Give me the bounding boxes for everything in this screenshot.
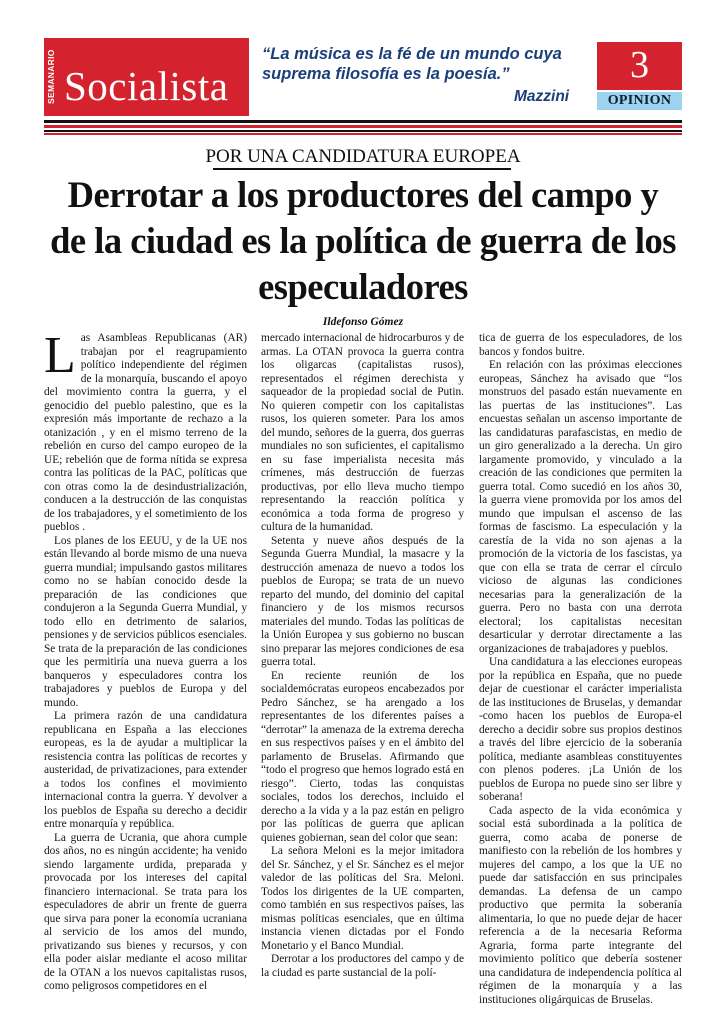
section-label: OPINION — [607, 93, 672, 108]
article-headline: Derrotar a los productores del campo y de la ciudad es la política de guerra de los especuladores — [50, 174, 676, 307]
article-paragraph: tica de guerra de los especuladores, de los bancos y fondos buitre. — [479, 332, 682, 358]
masthead — [0, 0, 724, 138]
drop-cap: L — [44, 327, 76, 384]
paragraph-text: as Asambleas Republicanas (AR) trabajan por el reagrupamiento político independiente del régimen de la monarquía, buscando el apoyo del movimiento contra la guerra, y el genocidio del pueblo palestino, que es la expresión más importante de rechazo a la otanización , y en el mismo terreno de la rebelión en curso del campo europeo de la UE; rebelión que de forma nítida se expresa contra las políticas de la PAC, políticas que con otras como la de desindustrialización, conducen a la destrucción de las conquistas de los trabajadores, y el sometimiento de los pueblos . — [44, 332, 247, 533]
article-paragraph: Derrotar a los productores del campo y de la ciudad es parte sustancial de la polí- — [261, 953, 464, 979]
article-paragraph: Una candidatura a las elecciones europeas por la república en España, que no puede dejar de cuestionar el carácter imperialista de las instituciones de Bruselas, y demandar -como hacen los pueblos de Europa-el derecho a decidir sobre sus propios destinos a través del libre ejercicio de la soberanía política, mediante asambleas constituyentes con plenos poderes. ¡La Unión de los pueblos de Europa no puede sino ser libre y soberana! — [479, 656, 682, 803]
article-byline: Ildefonso Gómez — [322, 316, 404, 328]
article-paragraph: En relación con las próximas elecciones europeas, Sánchez ha avisado que “los monstruos del pasado están nuevamente en las puertas de las instituciones”. Las encuestas señalan un ascenso importante de las candidaturas parafascistas, en medio de un giro generalizado a la derecha. Un giro largamente promovido, y vinculado a la creación de las condiciones que permiten la guerra total. Como sucedió en los años 30, la guerra viene promovida por los amos del mundo que impulsan el ascenso de las formas de fascismo. La especulación y la carestía de la vida no son ajenas a la promoción de la victoria de los fascistas, ya que con ella se trata de cerrar el círculo vicioso de algunas las condiciones necesarias para la generalización de la guerra. Pero no basta con una derrota electoral; los capitalistas necesitan desarticular y derrotar directamente a las organizaciones de trabajadores y pueblos. — [479, 359, 682, 655]
article-column-2 — [261, 332, 464, 988]
article-paragraph: Setenta y nueve años después de la Segunda Guerra Mundial, la masacre y la destrucción amenaza de nuevo a todos los pueblos de Europa; se trata de un nuevo reparto del mundo, del dominio del capital financiero y de los mismos recursos materiales del mundo. Todas las políticas de la Unión Europea y sus gobierno no buscan sino preparar las mejores condiciones de esa guerra total. — [261, 534, 464, 668]
kicker-underline — [213, 168, 511, 170]
masthead-divider — [44, 130, 682, 132]
masthead-divider — [44, 133, 682, 135]
page-number: 3 — [630, 44, 649, 86]
publication-name: Socialista — [64, 63, 229, 109]
article-paragraph: La señora Meloni es la mejor imitadora del Sr. Sánchez, y el Sr. Sánchez es el mejor valedor de las políticas del Sra. Meloni. Todos los dirigentes de la UE comparten, como también en sus respectivos países, las mismas políticas esenciales, que en última instancia vienen dictadas por el Fondo Monetario y el Banco Mundial. — [261, 845, 464, 952]
masthead-divider — [44, 125, 682, 128]
article-column-3 — [479, 332, 682, 1006]
quote-author: Mazzini — [514, 88, 570, 105]
masthead-quote: “La música es la fé de un mundo cuya suprema filosofía es la poesía.” — [262, 45, 562, 83]
article-paragraph: Los planes de los EEUU, y de la UE nos están llevando al borde mismo de una nueva guerra mundial; impulsando gastos militares como no se habían conocido desde la preparación de las condiciones que condujeron a la Segunda Guerra Mundial, y todo ello en detrimento de salarios, pensiones y de servicios públicos esenciales. Se trata de la preparación de las condiciones que les permitiría una nueva guerra a los banqueros y especuladores contra los trabajadores y pueblos de Europa y del mundo. — [44, 534, 247, 709]
masthead-divider — [44, 120, 682, 123]
article-paragraph: La primera razón de una candidatura republicana en España a las elecciones europeas, es la de ayudar a multiplicar la resistencia contra las políticas de recortes y austeridad, de privatizaciones, para extender a todos los confines el movimiento internacional contra la guerra. Y devolver a los pueblos de España su derecho a decidir entre monarquía y república. — [44, 710, 247, 830]
article-paragraph: En reciente reunión de los socialdemócratas europeos encabezados por Pedro Sánchez, se ha arengado a los representantes de los diferentes países a “derrotar” la amenaza de la extrema derecha en sus respectivos países y en el ámbito del parlamento de Bruselas. Afirmando que “todo el progreso que hemos logrado está en riesgo”. Cierto, todas las conquistas sociales, todos los derechos, incluido el derecho a la vida y a la paz están en peligro por las políticas de guerra que aplican quienes gobiernan, sean del color que sean: — [261, 669, 464, 844]
article-kicker: POR UNA CANDIDATURA EUROPEA — [205, 146, 521, 167]
article-paragraph: La guerra de Ucrania, que ahora cumple dos años, no es ningún accidente; ha venido siendo largamente urdida, preparada y provocada por los intereses del capital financiero internacional. Se trata para los especuladores de abrir un frente de guerra que sirva para poner la economía ucraniana al servicio de los amos del mundo, privatizando sus bienes y recursos, y con ella poder aislar mediante el acoso militar de la OTAN a los nuevos capitalistas rusos, como peligrosos competidores en el — [44, 831, 247, 992]
article-column-1 — [44, 327, 247, 992]
article-paragraph — [44, 327, 247, 535]
article-paragraph: Cada aspecto de la vida económica y social está subordinada a la política de guerra, como acaba de ponerse de manifiesto con la rebelión de los hombres y mujeres del campo, a los que la UE no puede dar satisfacción en sus principales demandas. La defensa de un campo productivo que permita la soberanía alimentaria, lo que no puede dejar de hacer referencia a de la necesaria Reforma Agraria, forma parte integrante del movimiento político que debería sostener una candidatura de independencia política al régimen de la monarquía y a las instituciones oligárquicas de Bruselas. — [479, 804, 682, 1006]
article-paragraph: mercado internacional de hidrocarburos y de armas. La OTAN provoca la guerra contra los oligarcas (capitalistas rusos), representados el régimen derechista y saqueador de la propiedad social de Putin. No quieren competir con los capitalistas rusos, los quieren someter. Para los amos del mundo, señores de la guerra, dos guerras mundiales no son suficientes, el capitalismo en su fase imperialista necesita más crímenes, más destrucción de fuerzas productivas, por ello lleva mucho tiempo representando la reacción política y económica a toda forma de progreso y cultura de la humanidad. — [261, 332, 464, 533]
masthead-vertical-label: SEMANARIO — [46, 49, 56, 105]
